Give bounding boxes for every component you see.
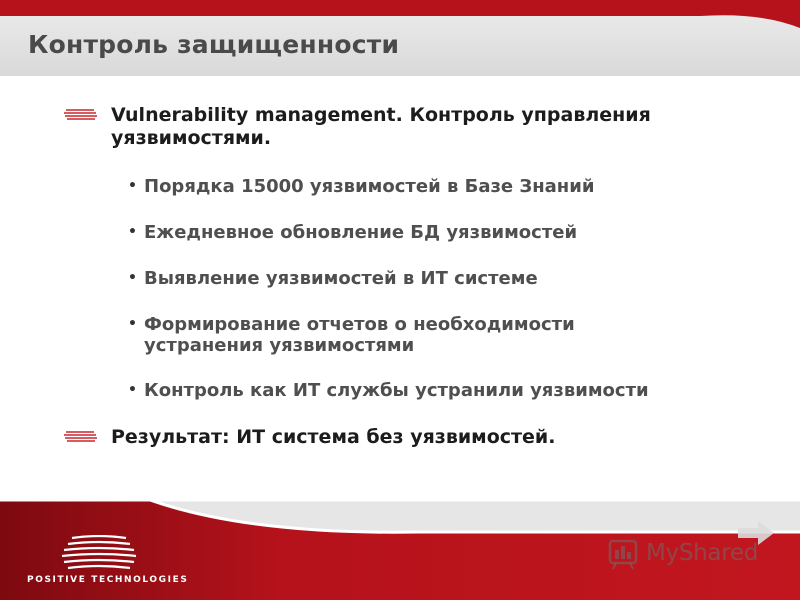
main-item-line1: Результат: ИТ система без уязвимостей. xyxy=(111,426,556,448)
sub-item-text: Порядка 15000 уязвимостей в Базе Знаний xyxy=(144,176,595,197)
bullet-dot: • xyxy=(128,224,137,240)
watermark-text: MyShared xyxy=(646,540,759,566)
sub-item-line2: устранения уязвимостями xyxy=(144,335,415,356)
bullet-dot: • xyxy=(128,178,137,194)
striped-flag-icon xyxy=(64,109,98,121)
sub-item xyxy=(128,380,748,401)
sub-item-text: Ежедневное обновление БД уязвимостей xyxy=(144,222,578,243)
logo-text: POSITIVE TECHNOLOGIES xyxy=(27,575,189,585)
main-item-line2: уязвимостями. xyxy=(111,127,272,149)
bullet-dot: • xyxy=(128,316,137,332)
sub-item xyxy=(128,268,748,289)
sub-item xyxy=(128,222,748,243)
bullet-dot: • xyxy=(128,382,137,398)
bullet-dot: • xyxy=(128,270,137,286)
sub-item-text: Контроль как ИТ службы устранили уязвимости xyxy=(144,380,649,401)
sub-item-line1: Формирование отчетов о необходимости xyxy=(144,314,575,335)
main-item-text xyxy=(111,426,761,449)
sub-item xyxy=(128,176,748,197)
sub-item-text: Выявление уязвимостей в ИТ системе xyxy=(144,268,538,289)
main-item-text xyxy=(111,104,761,150)
main-item-line1: Vulnerability management. Контроль управления xyxy=(111,104,651,126)
sub-item-text xyxy=(144,314,748,356)
sub-item xyxy=(128,314,748,356)
slide-title: Контроль защищенности xyxy=(28,30,400,59)
striped-flag-icon xyxy=(64,431,98,443)
